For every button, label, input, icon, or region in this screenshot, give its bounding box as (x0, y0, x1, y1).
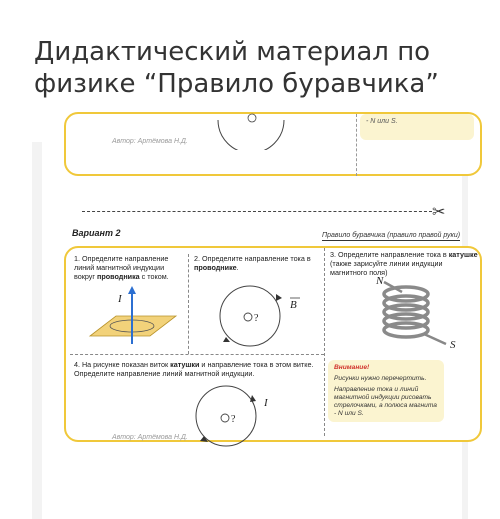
title-line-2: физике “Правило буравчика” (34, 69, 439, 99)
previous-author-note: Автор: Артёмова Н.Д. (112, 138, 188, 145)
attention-line-2: Направление тока и линий магнитной индукции рисовать стрелочками, а полюса магнита - N или S. (334, 386, 437, 417)
task-4-current-label: I (264, 397, 268, 409)
worksheet-page (42, 118, 478, 519)
previous-variant-card (64, 112, 482, 176)
previous-ring-diagram (214, 110, 294, 150)
task-3-south-pole: S (450, 339, 456, 351)
divider-row (70, 354, 324, 355)
scissors-icon: ✂ (432, 204, 446, 221)
title-line-1: Дидактический материал по (34, 37, 431, 67)
task-3-text: 3. Определите направление тока в катушке (также зарисуйте линии индукции магнитного поля) (330, 250, 478, 277)
task-4-text: 4. На рисунке показан виток катушки и направление тока в этом витке. Определите направление линий магнитной индукции. (74, 360, 314, 378)
task-2-question: ? (254, 313, 259, 324)
rule-label: Правило буравчика (правило правой руки) (322, 232, 461, 239)
cut-line (82, 211, 432, 212)
page-title (34, 36, 474, 100)
author-note: Автор: Артёмова Н.Д. (112, 434, 188, 441)
worksheet-image (32, 118, 478, 519)
task-4-loop-diagram (176, 380, 286, 454)
task-1-conductor-diagram (76, 286, 186, 346)
attention-note (328, 360, 444, 422)
task-3-coil-diagram (362, 274, 472, 352)
variant-label: Вариант 2 (72, 228, 121, 238)
task-2-field-diagram (196, 274, 316, 354)
previous-attention-tail: - N или S. (360, 114, 474, 140)
attention-line-1: Рисунки нужно перечертить. (334, 375, 427, 382)
task-3-north-pole: N (376, 275, 384, 287)
task-2-text: 2. Определите направление тока в проводнике. (194, 254, 311, 272)
task-2-field-label: B (290, 299, 297, 311)
variant-2-card (64, 246, 482, 442)
task-1-current-label: I (118, 293, 122, 305)
previous-divider (356, 114, 357, 176)
task-1-text: 1. Определите направление линий магнитной индукции вокруг проводника с током. (74, 254, 169, 281)
task-4-question: ? (231, 414, 236, 425)
attention-heading: Внимание! (334, 364, 370, 371)
divider-1-2 (188, 254, 189, 354)
divider-2-3 (324, 248, 325, 436)
